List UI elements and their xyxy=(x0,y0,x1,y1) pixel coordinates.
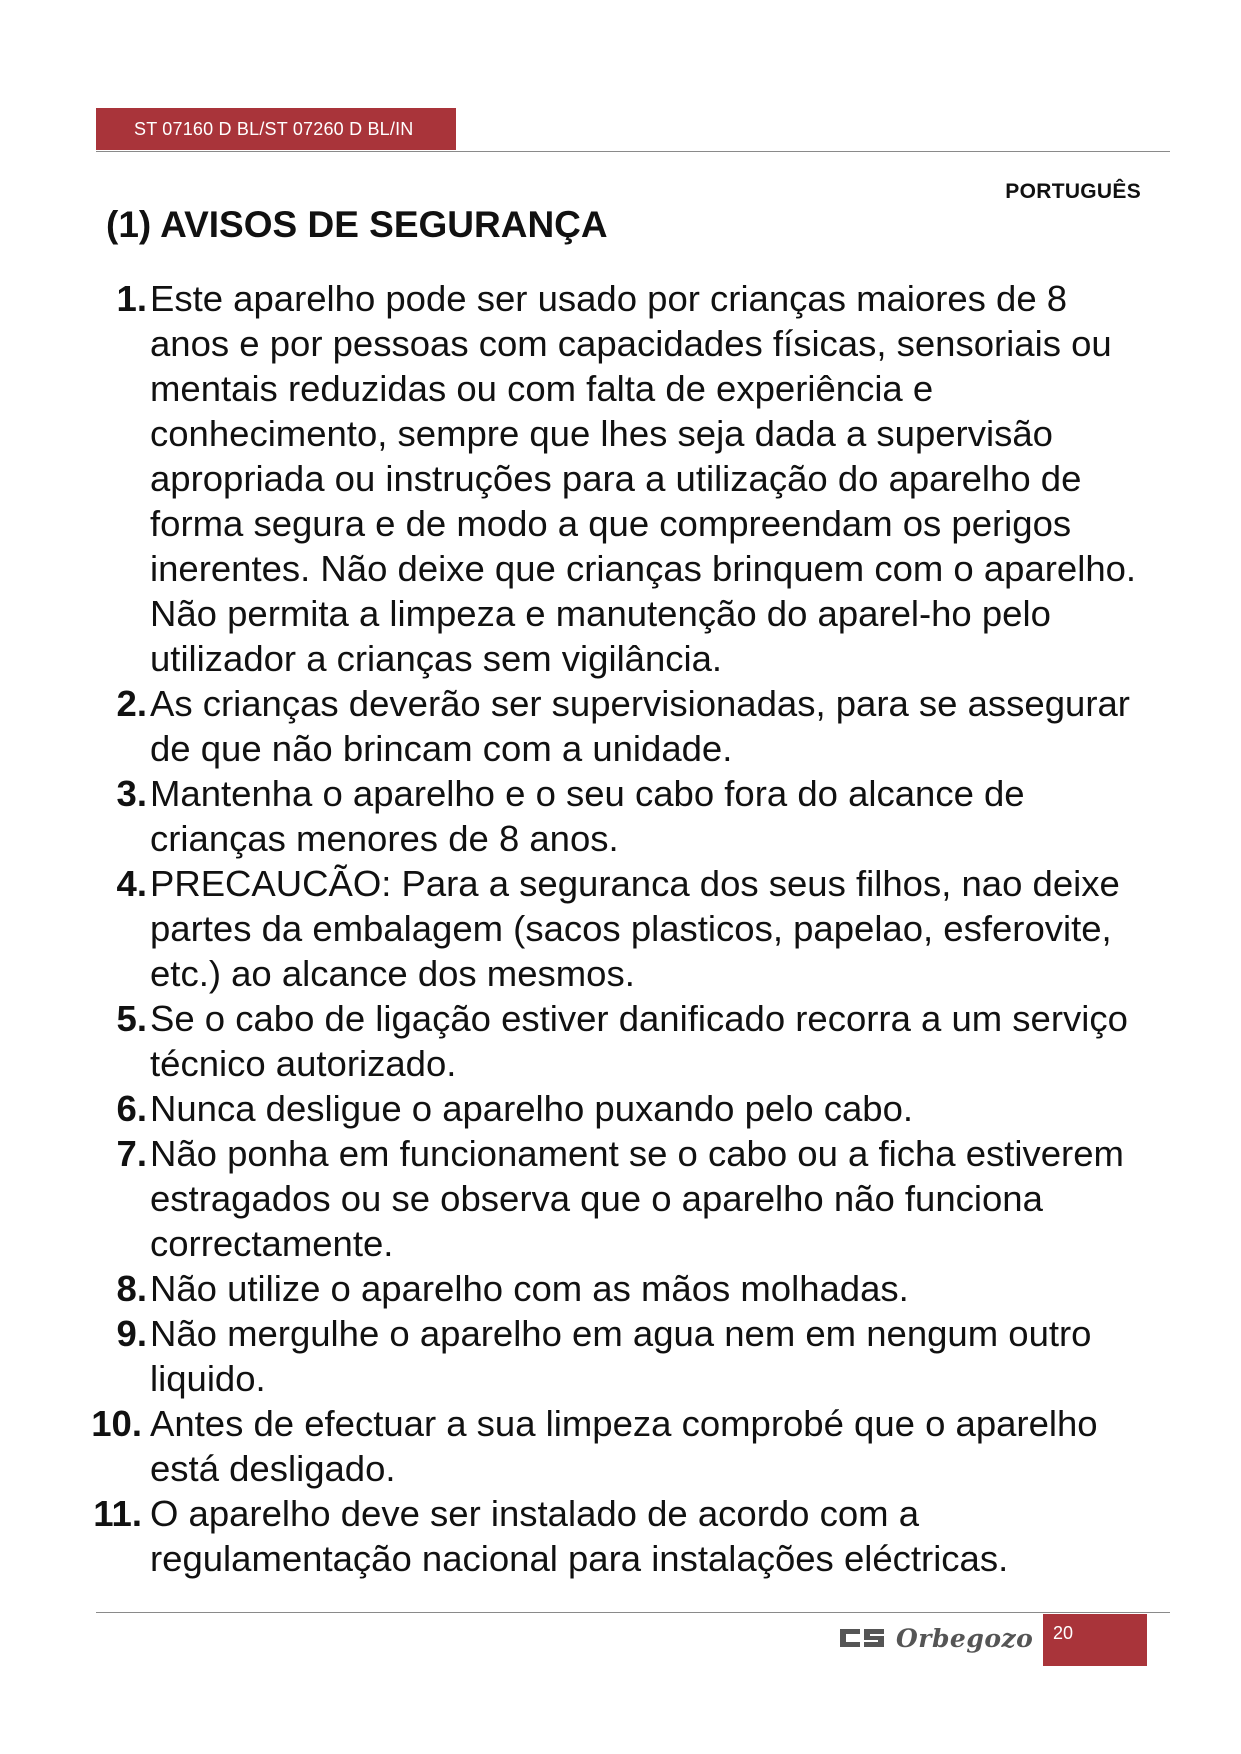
warning-text: As crianças deverão ser supervisionadas, para se assegurar de que não brincam com a unidade. xyxy=(150,683,1130,769)
warning-text: PRECAUCÃO: Para a seguranca dos seus filhos, nao deixe partes da embalagem (sacos plasticos, papelao, esferovite, etc.) ao alcance dos mesmos. xyxy=(150,863,1120,994)
brand-name: Orbegozo xyxy=(896,1623,1034,1653)
safety-warnings-list xyxy=(70,276,1150,1581)
warning-number: 3. xyxy=(116,773,147,814)
warning-number: 2. xyxy=(116,683,147,724)
warning-text: Se o cabo de ligação estiver danificado recorra a um serviço técnico autorizado. xyxy=(150,998,1128,1084)
warning-item xyxy=(70,861,1150,996)
warning-text: Não mergulhe o aparelho em agua nem em nengum outro liquido. xyxy=(150,1313,1092,1399)
warning-item xyxy=(70,276,1150,681)
warning-number: 8. xyxy=(116,1268,147,1309)
warning-item xyxy=(70,1311,1150,1401)
warning-number: 4. xyxy=(116,863,147,904)
warning-text: Este aparelho pode ser usado por crianças maiores de 8 anos e por pessoas com capacidades físicas, sensoriais ou mentais reduzidas ou com falta de experiência e conhecimento, sempre que lhes seja dada a supervisão apropriada ou instruções para a utilização do aparelho de forma segura e de modo a que compreendam os perigos inerentes. Não deixe que crianças brinquem com o aparelho. Não permita a limpeza e manutenção do aparel-ho pelo utilizador a crianças sem vigilância. xyxy=(150,278,1137,679)
warning-text: Mantenha o aparelho e o seu cabo fora do alcance de crianças menores de 8 anos. xyxy=(150,773,1025,859)
warning-number: 7. xyxy=(116,1133,147,1174)
warning-number: 11. xyxy=(93,1493,142,1534)
header-divider xyxy=(96,151,1170,152)
warning-number: 6. xyxy=(116,1088,147,1129)
language-label: PORTUGUÊS xyxy=(1005,180,1141,203)
brand-mark-icon xyxy=(838,1626,886,1650)
warning-item xyxy=(70,1131,1150,1266)
warning-number: 5. xyxy=(116,998,147,1039)
footer-divider xyxy=(96,1612,1170,1613)
warning-number: 10. xyxy=(91,1403,142,1444)
section-title: (1) AVISOS DE SEGURANÇA xyxy=(106,204,608,245)
warning-text: Não ponha em funcionament se o cabo ou a ficha estiverem estragados ou se observa que o aparelho não funciona correctamente. xyxy=(150,1133,1124,1264)
warning-item xyxy=(70,1491,1150,1581)
warning-text: Não utilize o aparelho com as mãos molhadas. xyxy=(150,1268,909,1309)
warning-text: Antes de efectuar a sua limpeza comprobé que o aparelho está desligado. xyxy=(150,1403,1098,1489)
warning-item xyxy=(70,996,1150,1086)
warning-text: Nunca desligue o aparelho puxando pelo cabo. xyxy=(150,1088,914,1129)
warning-number: 1. xyxy=(116,278,147,319)
warning-text: O aparelho deve ser instalado de acordo com a regulamentação nacional para instalações eléctricas. xyxy=(150,1493,1009,1579)
warning-item xyxy=(70,1086,1150,1131)
warning-number: 9. xyxy=(116,1313,147,1354)
model-header-tab: ST 07160 D BL/ST 07260 D BL/IN xyxy=(96,108,456,150)
warning-item xyxy=(70,681,1150,771)
brand-logo xyxy=(838,1614,1033,1662)
warning-item xyxy=(70,1401,1150,1491)
warning-item xyxy=(70,771,1150,861)
warning-item xyxy=(70,1266,1150,1311)
page-number: 20 xyxy=(1043,1614,1147,1666)
